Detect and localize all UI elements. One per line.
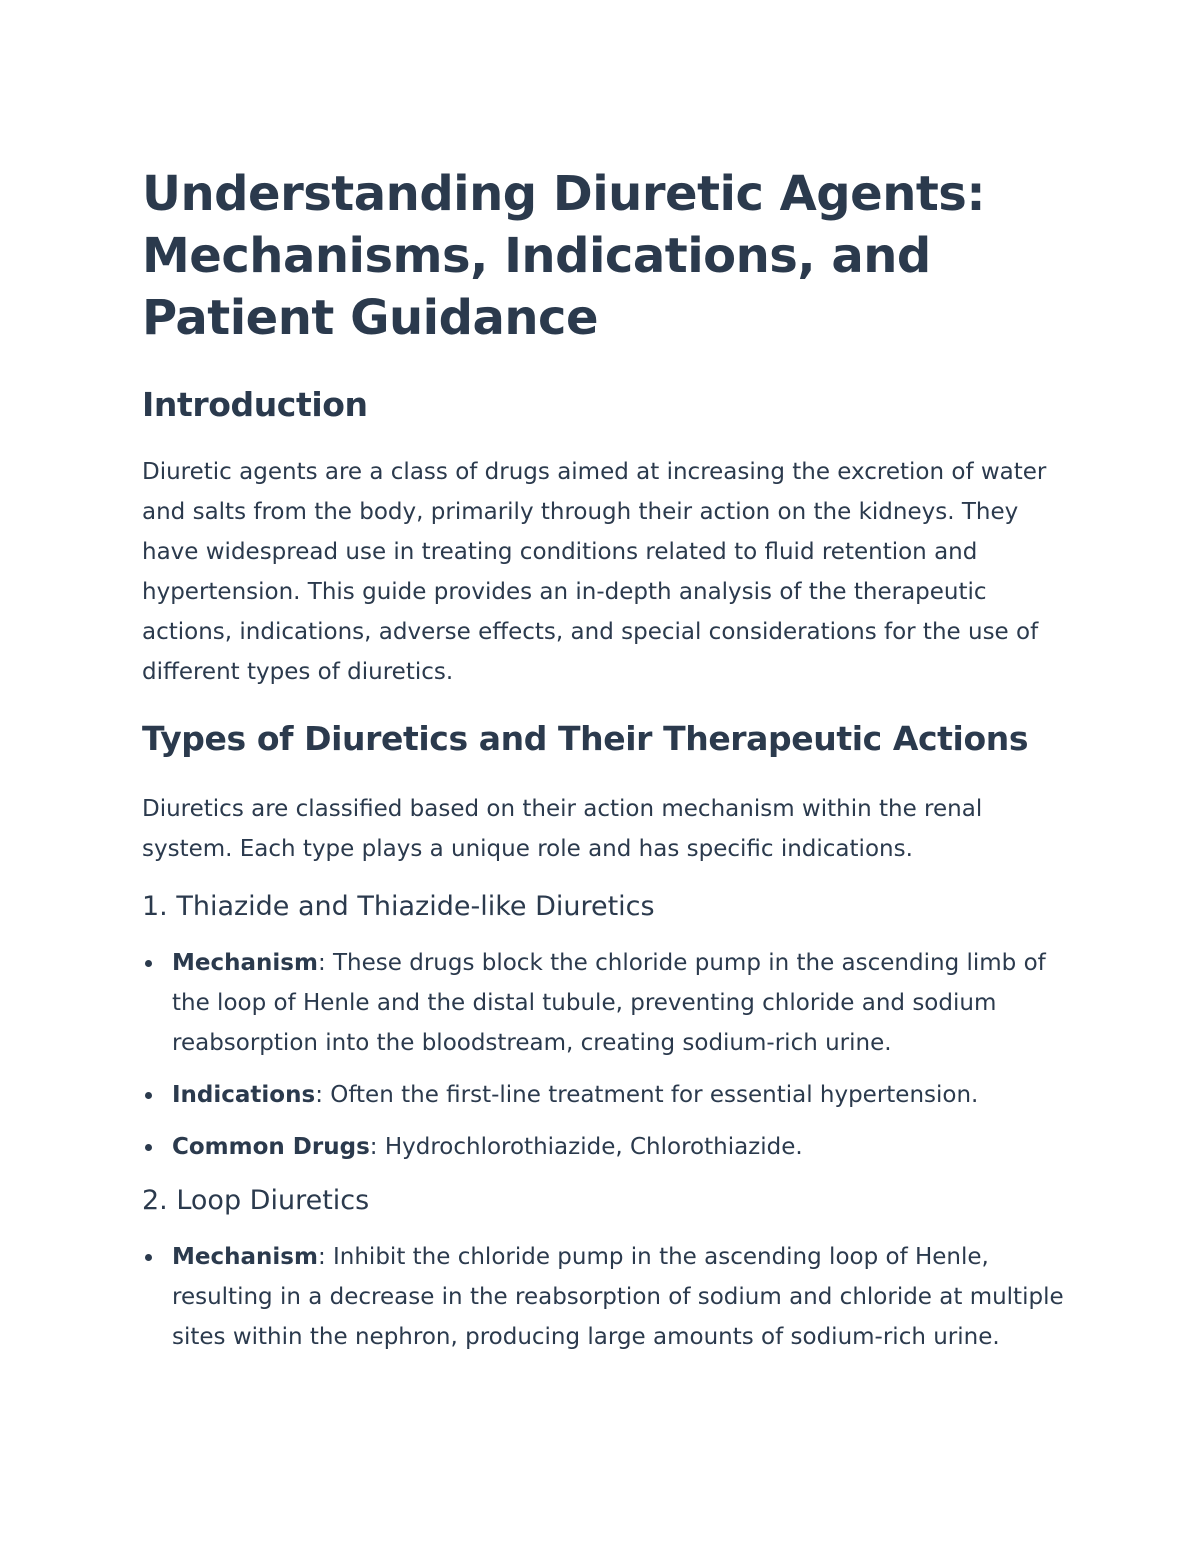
- loop-list: [142, 1237, 1072, 1357]
- bullet-icon: [145, 1092, 152, 1099]
- list-item: [142, 943, 1072, 1063]
- list-item: [142, 1075, 1072, 1115]
- introduction-heading: Introduction: [142, 385, 368, 424]
- list-item: [142, 1127, 1072, 1167]
- bullet-icon: [145, 1254, 152, 1261]
- item-term: Common Drugs: [172, 1134, 370, 1160]
- item-text: : Often the first-line treatment for essential hypertension.: [315, 1082, 979, 1108]
- item-term: Mechanism: [172, 1244, 318, 1270]
- item-text: : These drugs block the chloride pump in the ascending limb of the loop of Henle and the distal tubule, preventing chloride and sodium reabsorption into the bloodstream, creating sodium-rich urine.: [172, 950, 1046, 1056]
- list-item: [142, 1237, 1072, 1357]
- document-page: [142, 163, 1072, 1357]
- thiazide-list: [142, 943, 1072, 1167]
- document-title: Understanding Diuretic Agents: Mechanisms, Indications, and Patient Guidance: [142, 166, 986, 346]
- types-paragraph: Diuretics are classified based on their action mechanism within the renal system. Each type plays a unique role and has specific indications.: [142, 796, 983, 862]
- loop-heading: 2. Loop Diuretics: [142, 1185, 370, 1216]
- bullet-icon: [145, 960, 152, 967]
- bullet-icon: [145, 1144, 152, 1151]
- item-term: Mechanism: [172, 950, 318, 976]
- item-term: Indications: [172, 1082, 316, 1108]
- item-text: : Inhibit the chloride pump in the ascending loop of Henle, resulting in a decrease in the reabsorption of sodium and chloride at multiple sites within the nephron, producing large amounts of sodium-rich urine.: [172, 1244, 1064, 1350]
- types-heading: Types of Diuretics and Their Therapeutic Actions: [142, 719, 1029, 758]
- thiazide-heading: 1. Thiazide and Thiazide-like Diuretics: [142, 891, 655, 922]
- introduction-paragraph: Diuretic agents are a class of drugs aimed at increasing the excretion of water and salts from the body, primarily through their action on the kidneys. They have widespread use in treating conditions related to fluid retention and hypertension. This guide provides an in-depth analysis of the therapeutic actions, indications, adverse effects, and special considerations for the use of different types of diuretics.: [142, 459, 1047, 685]
- item-text: : Hydrochlorothiazide, Chlorothiazide.: [369, 1134, 803, 1160]
